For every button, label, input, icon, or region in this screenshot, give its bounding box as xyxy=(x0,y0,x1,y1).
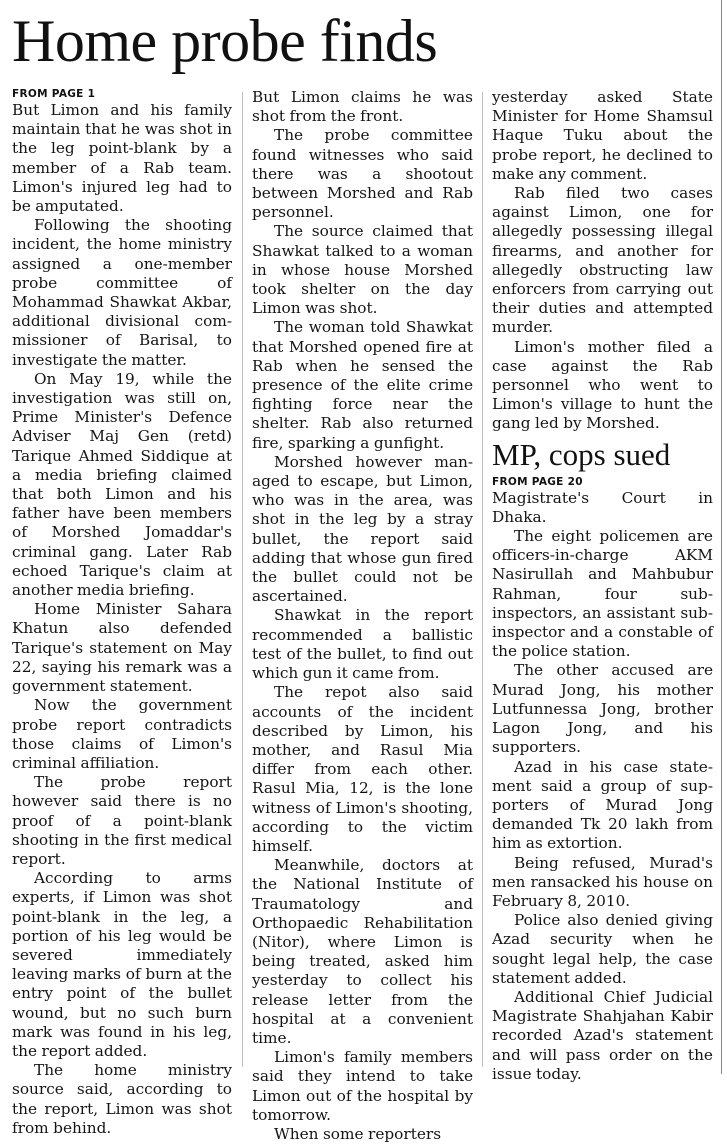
continuation-label: FROM PAGE 20 xyxy=(492,475,583,488)
second-story-headline: MP, cops sued xyxy=(492,436,671,472)
article-paragraph: Being refused, Murad's men ransacked his house on February 8, 2010. xyxy=(492,853,713,910)
article-column-1 xyxy=(12,88,232,1138)
article-paragraph: But Limon claims he was shot from the front. xyxy=(252,88,473,126)
article-paragraph: The home ministry source said, according to the report, Limon was shot from behind. xyxy=(12,1061,232,1137)
continuation-label: FROM PAGE 1 xyxy=(12,88,96,100)
article-paragraph: The probe report however said there is no proof of a point-blank shooting in the first medical report. xyxy=(12,773,232,868)
article-paragraph: Meanwhile, doctors at the National Institute of Traumatology and Orthopaedic Rehabilitation (Nitor), where Limon is being treated, asked him yesterday to collect his release letter from the hospital at a convenient time. xyxy=(252,856,473,1047)
article-paragraph: But Limon and his family maintain that he was shot in the leg point-blank by a member of a Rab team. Limon's injured leg had to be amputated. xyxy=(12,101,232,216)
article-paragraph: Magistrate's Court in Dhaka. xyxy=(492,488,713,526)
article-paragraph: Limon's family members said they intend to take Limon out of the hospital by tomorrow. xyxy=(252,1048,473,1124)
article-paragraph: Limon's mother filed a case against the Rab personnel who went to Limon's village to hunt the gang led by Morshed. xyxy=(492,337,713,433)
article-paragraph: Shawkat in the report recommended a ballistic test of the bullet, to find out which gun it came from. xyxy=(252,606,473,683)
article-paragraph: Now the government probe report contradicts those claims of Limon's criminal affiliation. xyxy=(12,696,232,772)
article-paragraph: The repot also said accounts of the incident described by Limon, his mother, and Rasul Mia differ from each other. Rasul Mia, 12, is the lone witness of Limon's shooting, according to the victim himself. xyxy=(252,683,473,855)
headline: Home probe finds xyxy=(12,8,438,74)
article-paragraph: The woman told Shawkat that Morshed opened fire at Rab when he sensed the presence of the elite crime fighting force near the shelter. Rab also returned fire, sparking a gunfight. xyxy=(252,318,473,452)
article-paragraph: When some reporters xyxy=(274,1124,442,1143)
article-column-2 xyxy=(252,88,473,1144)
article-paragraph: The source claimed that Shawkat talked to a woman in whose house Morshed took shelter on the day Limon was shot. xyxy=(252,222,473,318)
article-paragraph: yesterday asked State Minister for Home Shamsul Haque Tuku about the probe report, he declined to make any comment. xyxy=(492,88,713,183)
page-border xyxy=(721,0,722,1074)
column-rule xyxy=(482,92,483,1067)
article-paragraph: The other accused are Murad Jong, his mother Lutfunnessa Jong, brother Lagon Jong, and his supporters. xyxy=(492,661,713,757)
article-paragraph: Azad in his case statement said a group of supporters of Murad Jong demanded Tk 20 lakh from him as extortion. xyxy=(492,757,713,853)
column-rule xyxy=(242,92,243,1067)
article-paragraph: Police also denied giving Azad security when he sought legal help, the case statement added. xyxy=(492,911,713,987)
article-paragraph: Additional Chief Judicial Magistrate Shahjahan Kabir recorded Azad's statement and will pass order on the issue today. xyxy=(492,987,713,1083)
article-paragraph: The probe committee found witnesses who said there was a shootout between Morshed and Rab personnel. xyxy=(252,126,473,222)
article-paragraph: On May 19, while the investigation was still on, Prime Minister's Defence Adviser Maj Gen (retd) Tarique Ahmed Siddique at a media briefing claimed that both Limon and his father have been members of Morshed Jomaddar's criminal gang. Later Rab echoed Tarique's claim at another media briefing. xyxy=(12,369,232,600)
article-paragraph: Morshed however managed to escape, but Limon, who was in the area, was shot in the leg by a stray bullet, the report said adding that whose gun fired the bullet could not be ascertained. xyxy=(252,452,473,606)
article-paragraph: According to arms experts, if Limon was shot point-blank in the leg, a portion of his leg would be severed immediately leaving marks of burn at the entry point of the bullet wound, but no such burn mark was found in his leg, the report added. xyxy=(12,869,232,1060)
article-column-3 xyxy=(492,88,713,1084)
article-paragraph: Following the shooting incident, the home ministry assigned a one-member probe committee of Mohammad Shawkat Akbar, additional divisional commissioner of Barisal, to investigate the matter. xyxy=(12,216,232,369)
article-paragraph: The eight policemen are officers-in-charge AKM Nasirullah and Mahbubur Rahman, four sub-inspectors, an assistant sub-inspector and a constable of the police station. xyxy=(492,527,713,661)
article-paragraph: Home Minister Sahara Khatun also defended Tarique's statement on May 22, saying his remark was a government statement. xyxy=(12,600,232,696)
article-paragraph: Rab filed two cases against Limon, one for allegedly possessing illegal firearms, and another for allegedly obstructing law enforcers from carrying out their duties and attempted murder. xyxy=(492,184,713,337)
